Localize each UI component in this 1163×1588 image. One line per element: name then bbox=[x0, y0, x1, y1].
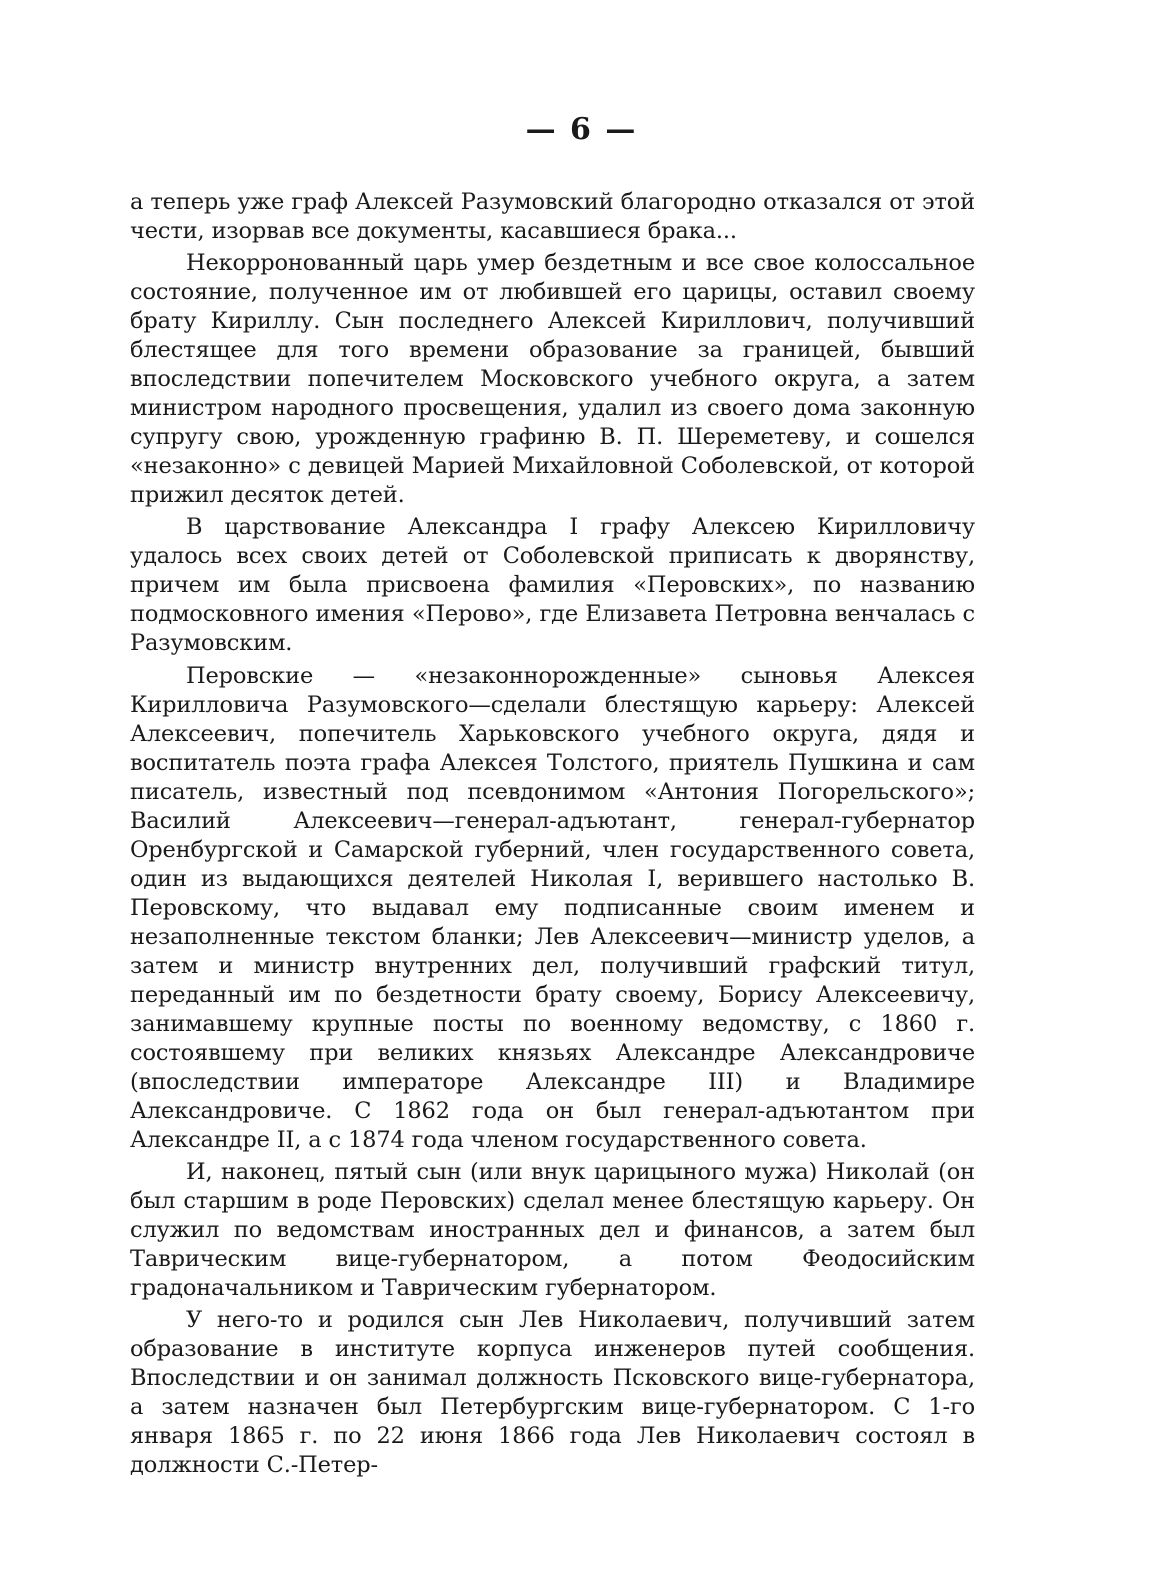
body-text bbox=[130, 188, 975, 1483]
paragraph-6: У него-то и родился сын Лев Николаевич, получивший затем образование в институте корпуса инженеров путей сообщения. Впоследствии и он занимал должность Псковского вице-губернатора, а затем назначен был Петербургским вице-губернатором. С 1-го января 1865 г. по 22 июня 1866 года Лев Николаевич состоял в должности С.-Петер- bbox=[130, 1306, 975, 1478]
page-number: — 6 — bbox=[525, 112, 638, 147]
paragraph-5: И, наконец, пятый сын (или внук царицыного мужа) Николай (он был старшим в роде Перовских) сделал менее блестящую карьеру. Он служил по ведомствам иностранных дел и финансов, а затем был Таврическим вице-губернатором, а потом Феодосийским градоначальником и Таврическим губернатором. bbox=[130, 1158, 975, 1301]
paragraph-1: а теперь уже граф Алексей Разумовский благородно отказался от этой чести, изорвав все документы, касавшиеся брака... bbox=[130, 189, 975, 244]
paragraph-3: В царствование Александра I графу Алексею Кирилловичу удалось всех своих детей от Соболевской приписать к дворянству, причем им была присвоена фамилия «Перовских», по названию подмосковного имения «Перово», где Елизавета Петровна венчалась с Разумовским. bbox=[130, 514, 975, 657]
paragraph-4: Перовские — «незаконнорожденные» сыновья Алексея Кирилловича Разумовского—сделали блестящую карьеру: Алексей Алексеевич, попечитель Харьковского учебного округа, дядя и воспитатель поэта графа Алексея Толстого, приятель Пушкина и сам писатель, известный под псевдонимом «Антония Погорельского»; Василий Алексеевич—генерал-адъютант, генерал-губернатор Оренбургской и Самарской губерний, член государственного совета, один из выдающихся деятелей Николая I, верившего настолько В. Перовскому, что выдавал ему подписанные своим именем и незаполненные текстом бланки; Лев Алексеевич—министр уделов, а затем и министр внутренних дел, получивший графский титул, переданный им по бездетности брату своему, Борису Алексеевичу, занимавшему крупные посты по военному ведомству, с 1860 г. состоявшему при великих князьях Александре Александровиче (впоследствии императоре Александре III) и Владимире Александровиче. С 1862 года он был генерал-адъютантом при Александре II, а с 1874 года членом государственного совета. bbox=[130, 662, 975, 1153]
paragraph-2: Некорронованный царь умер бездетным и все свое колоссальное состояние, полученное им от любившей его царицы, оставил своему брату Кириллу. Сын последнего Алексей Кириллович, получивший блестящее для того времени образование за границей, бывший впоследствии попечителем Московского учебного округа, а затем министром народного просвещения, удалил из своего дома законную супругу свою, урожденную графиню В. П. Шереметеву, и сошелся «незаконно» с девицей Марией Михайловной Соболевской, от которой прижил десяток детей. bbox=[130, 250, 975, 509]
